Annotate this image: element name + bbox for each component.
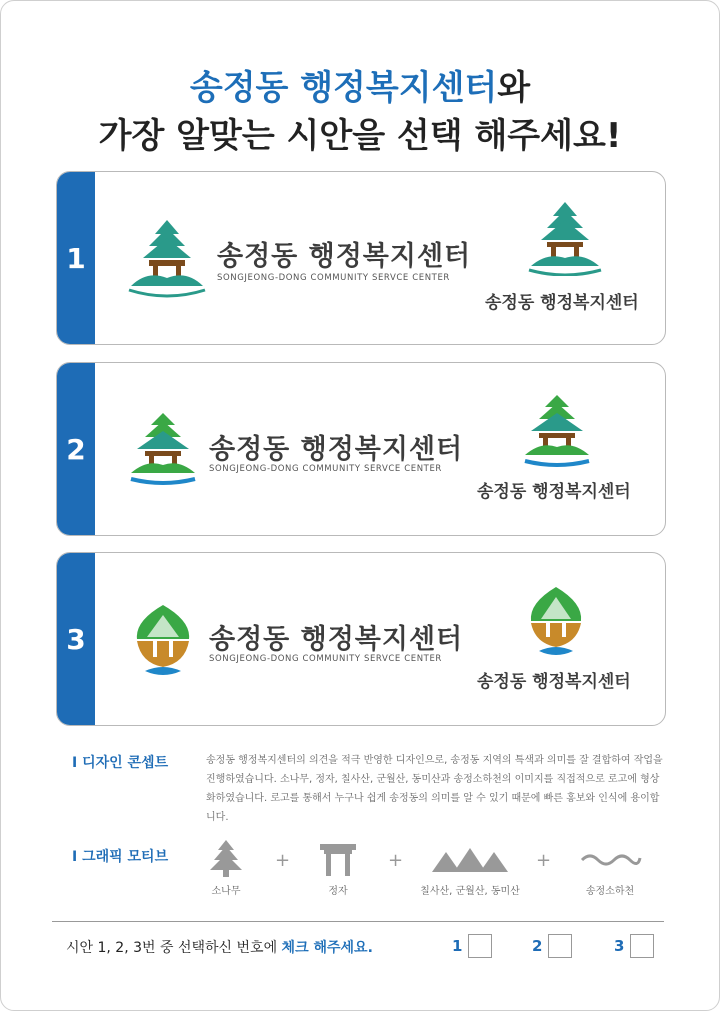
logo-emblem-2-small [521,393,593,469]
logo-emblem-3-small [523,585,589,659]
option-card-3[interactable] [56,552,666,726]
logo-emblem-2-large [127,409,199,489]
motif-caption: 송정소하천 [585,886,635,897]
logo-emblem-1-large [127,214,207,300]
logo-emblem-3-large [129,601,197,679]
pine-tree-icon [208,838,244,878]
logo-name-korean: 송정동 행정복지센터 [217,241,472,272]
checkbox-3[interactable] [630,934,654,958]
mountains-icon [430,838,510,878]
title-highlight: 송정동 행정복지센터 [189,68,498,108]
pavilion-icon [318,838,358,878]
logo-name-korean: 송정동 행정복지센터 [209,624,464,655]
motif-caption: 소나무 [211,886,241,897]
logo-name-short: 송정동 행정복지센터 [477,672,631,692]
logo-name-korean: 송정동 행정복지센터 [209,434,464,465]
motif-stream [570,838,650,897]
logo-name-english: SONGJEONG-DONG COMMUNITY SERVCE CENTER [209,464,442,474]
plus-sign: + [536,850,552,871]
motif-caption: 칠사산, 군월산, 동미산 [420,886,520,897]
option-number: 2 [66,432,86,466]
motif-pine-tree [196,838,256,897]
plus-sign: + [388,850,404,871]
concept-label: I 디자인 콘셉트 [72,755,169,771]
choice-3[interactable] [614,934,654,958]
motif-label: I 그래픽 모티브 [72,849,169,865]
option-number: 1 [66,241,86,275]
motif-pavilion [308,838,368,897]
choice-number: 3 [614,937,625,955]
checkbox-2[interactable] [548,934,572,958]
option-card-2[interactable] [56,362,666,536]
checkbox-1[interactable] [468,934,492,958]
logo-emblem-1-small [525,200,605,276]
option-card-1[interactable] [56,171,666,345]
choice-2[interactable] [532,934,572,958]
page-title [0,60,720,109]
logo-name-short: 송정동 행정복지센터 [477,482,631,502]
footer-prompt-highlight: 체크 해주세요. [281,940,373,956]
title-suffix: 와 [497,68,531,108]
option-number: 3 [66,622,86,656]
logo-name-english: SONGJEONG-DONG COMMUNITY SERVCE CENTER [209,654,442,664]
stream-wave-icon [578,838,642,878]
logo-name-short: 송정동 행정복지센터 [485,293,639,313]
logo-name-english: SONGJEONG-DONG COMMUNITY SERVCE CENTER [217,273,450,283]
footer-prompt-text: 시안 1, 2, 3번 중 선택하신 번호에 [66,940,282,956]
choice-number: 2 [532,937,543,955]
footer-prompt [66,937,373,957]
divider [52,921,664,922]
concept-text: 송정동 행정복지센터의 의견을 적극 반영한 디자인으로, 송정동 지역의 특색과 의미를 잘 결합하여 작업을 진행하였습니다. 소나무, 정자, 칠사산, 군월산, 동미산과 송정소하천의 이미지를 직접적으로 로고에 형상화하였습니다. 로고를 통해서 누구나 쉽게 송정동의 의미를 알 수 있기 때문에 빠른 홍보와 인식에 용이합니다. [206,755,663,823]
plus-sign: + [275,850,291,871]
choice-1[interactable] [452,934,492,958]
choice-number: 1 [452,937,463,955]
page-subtitle: 가장 알맞는 시안을 선택 해주세요! [98,116,622,156]
motif-caption: 정자 [328,886,348,897]
motif-mountains [410,838,530,897]
